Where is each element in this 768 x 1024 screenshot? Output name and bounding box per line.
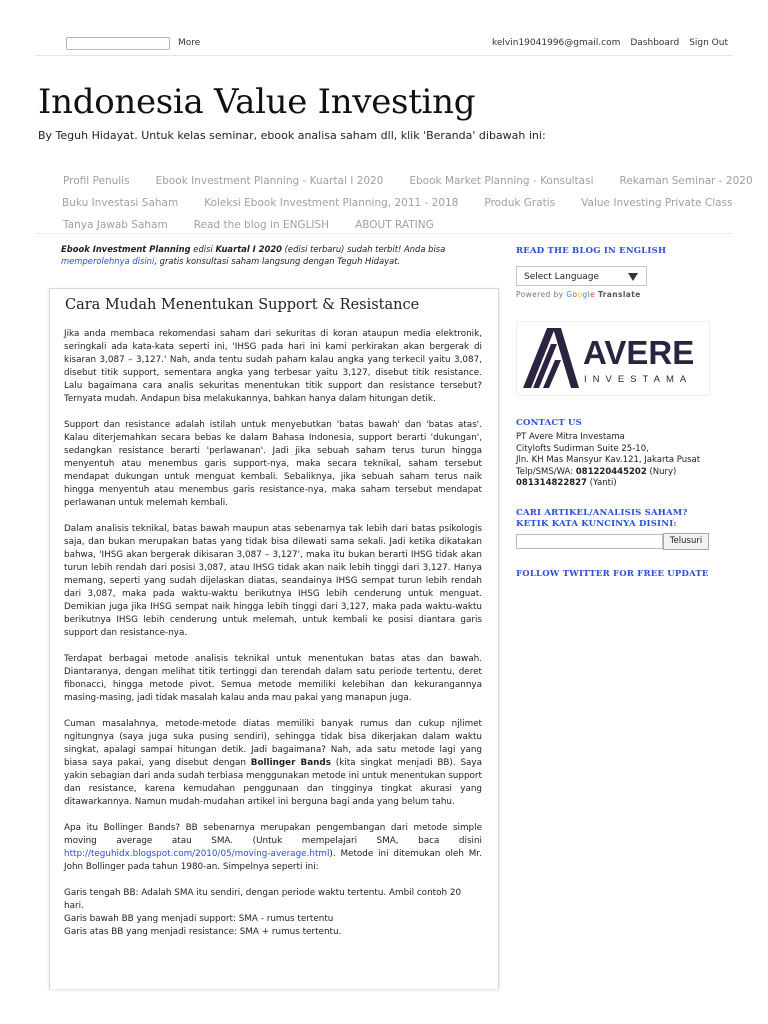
sign-out-link[interactable]: Sign Out [689, 38, 728, 48]
language-select[interactable] [516, 266, 647, 286]
google-logo[interactable] [566, 290, 595, 299]
post-title[interactable]: Cara Mudah Menentukan Support & Resistance [65, 297, 420, 313]
tab-produk-gratis[interactable]: Produk Gratis [484, 197, 556, 209]
contact-address-2: Jln. KH Mas Mansyur Kav.121, Jakarta Pusat [516, 455, 701, 466]
blog-description: By Teguh Hidayat. Untuk kelas seminar, ebook analisa saham dll, klik 'Beranda' dibawah ini: [38, 129, 546, 142]
post-card [49, 288, 499, 989]
contact-phone-number: 081220445202 [575, 466, 647, 477]
contact-address-1: Citylofts Sudirman Suite 25-10, [516, 443, 649, 454]
page-tabs-row-1 [63, 170, 753, 192]
google-letter: e [590, 290, 596, 299]
post-paragraph: Support dan resistance adalah istilah untuk menyebutkan 'batas bawah' dan 'batas atas'. Kalau diterjemahkan secara bebas ke dalam Bahasa Indonesia, support berarti 'dukungan', sedangkan resistance berarti 'perlawanan'. Jadi jika sebuah saham terus turun hingga menyentuh atau menembus garis support-nya, maka secara teknikal, saham tersebut mendapat dukungan untuk menguat kembali. Sebaliknya, jika sebuah saham terus naik hingga menyentuh atau menembus garis resistance-nya, maka saham tersebut mendapat perlawanan untuk melemah kembali. [64, 420, 482, 508]
tab-ebook-investment-planning[interactable]: Ebook Investment Planning - Kuartal I 2020 [155, 175, 384, 187]
dropdown-arrow-icon [628, 273, 638, 281]
post-text: Apa itu Bollinger Bands? BB sebenarnya merupakan pengembangan dari metode simple moving average atau SMA. (Untuk mempelajari SMA, baca disini [64, 823, 482, 846]
contact-phone-person: (Yanti) [586, 478, 617, 489]
sidebar [516, 246, 736, 579]
notice-text: edisi [190, 244, 216, 254]
google-letter: o [572, 290, 578, 299]
search-heading: CARI ARTIKEL/ANALISIS SAHAM? KETIK KATA KUNCINYA DISINI: [516, 508, 688, 529]
logo-sub-text: INVESTAMA [584, 374, 693, 385]
contact-phone-label: Telp/SMS/WA: [516, 466, 576, 477]
avere-investama-logo[interactable] [516, 321, 710, 396]
page-tabs-row-2 [62, 192, 733, 214]
contact-info [516, 432, 700, 490]
notice-text: (edisi terbaru) sudah terbit! Anda bisa [282, 244, 446, 254]
notice-ebook-name: Ebook Investment Planning [61, 244, 191, 254]
contact-heading: CONTACT US [516, 418, 582, 428]
tab-koleksi-ebook[interactable]: Koleksi Ebook Investment Planning, 2011 - 2018 [204, 197, 459, 209]
google-letter: o [577, 290, 583, 299]
powered-by-text: Powered by [516, 290, 564, 299]
google-letter: g [582, 290, 588, 299]
announcement [61, 243, 476, 267]
page-tabs [62, 170, 753, 236]
navbar-user-links [492, 38, 728, 48]
tab-ebook-market-planning[interactable]: Ebook Market Planning - Konsultasi [409, 175, 594, 187]
language-select-value: Select Language [524, 272, 600, 282]
dashboard-link[interactable]: Dashboard [630, 38, 680, 48]
user-email[interactable]: kelvin19041996@gmail.com [492, 38, 621, 48]
search-button[interactable]: Telusuri [663, 533, 709, 550]
search-input[interactable] [516, 534, 663, 549]
contact-phone-number: 081314822827 [516, 478, 587, 489]
navbar-search-input[interactable] [66, 37, 170, 50]
post-paragraph [64, 718, 482, 809]
twitter-heading: FOLLOW TWITTER FOR FREE UPDATE [516, 569, 709, 579]
notice-text: , gratis konsultasi saham langsung dengan Teguh Hidayat. [154, 256, 401, 266]
post-paragraph [64, 822, 482, 874]
post-text: (kita singkat menjadi BB). Saya yakin sebagian dari anda sudah terbiasa menggunakan metode ini untuk menentukan support dan resistance, karena kemudahan penggunaan dan tingginya tingkat akurasi yang ditawarkannya. Namun mudah-mudahan artikel ini berguna bagi anda yang belum tahu. [64, 758, 483, 807]
post-paragraph: Dalam analisis teknikal, batas bawah maupun atas sebenarnya tak lebih dari batas psikologis saja, dan bukan merupakan batas yang tidak bisa dilewati sama sekali. Jadi ketika dikatakan bahwa, 'IHSG akan bergerak dikisaran 3,087 – 3,127', maka itu bukan berarti IHSG tidak akan turun lebih rendah dari posisi 3,087, atau IHSG tidak akan naik lebih tinggi dari 3,127. Hanya memang, seperti yang sudah dijelaskan diatas, seandainya IHSG sempat turun lebih rendah dari 3,087, maka pada waktu-waktu berikutnya IHSG lebih cenderung untuk menguat. Demikian juga jika IHSG sempat naik hingga lebih tinggi dari 3,127, maka pada waktu-waktu berikutnya IHSG lebih cenderung untuk melemah, untuk kembali ke posisi diantara garis support dan resistance-nya. [64, 524, 482, 638]
post-paragraph: Terdapat berbagai metode analisis teknikal untuk menentukan batas atas dan bawah. Diantaranya, dengan melihat titik tertinggi dan terendah dalam satu periode tertentu, deret fibonacci, hingga metode pivot. Semua metode memiliki kelebihan dan kekurangannya masing-masing, jadi tidak masalah kalau anda mau pakai yang manapun juga. [64, 654, 482, 703]
contact-phone-1 [516, 467, 700, 479]
logo-main-text: AVERE [583, 334, 695, 371]
post-paragraph: Jika anda membaca rekomendasi saham dari sekuritas di koran ataupun media elektronik, seringkali ada kata-kata seperti ini, 'IHSG pada hari ini kami perkirakan akan bergerak di kisaran 3,087 – 3,127.' Nah, anda tentu sudah paham kalau angka yang terkecil yaitu 3,087, disebut titik support, sementara angka yang terbesar yaitu 3,127, disebut titik resistance. Lalu bagaimana cara analis sekuritas menentukan titik support dan resistance tersebut? Ternyata mudah. Andapun bisa melakukannya, bahkan hanya dalam hitungan detik. [64, 329, 482, 404]
contact-phone-2 [516, 478, 700, 490]
translate-link[interactable]: Translate [597, 290, 641, 299]
post-body [64, 328, 482, 939]
moving-average-link[interactable]: http://teguhidx.blogspot.com/2010/05/moving-average.html [64, 849, 330, 859]
tab-tanya-jawab[interactable]: Tanya Jawab Saham [63, 219, 168, 231]
notice-link[interactable]: memperolehnya disini [61, 256, 155, 266]
post-bold-text: Bollinger Bands [250, 758, 331, 768]
bb-line-3: Garis atas BB yang menjadi resistance: SMA + rumus tertentu. [64, 927, 342, 937]
header-divider [35, 233, 733, 234]
tab-english[interactable]: Read the blog in ENGLISH [193, 219, 330, 231]
blog-english-heading: READ THE BLOG IN ENGLISH [516, 246, 667, 256]
more-link[interactable]: More [178, 38, 201, 48]
tab-private-class[interactable]: Value Investing Private Class [581, 197, 733, 209]
avere-logo-graphic [517, 322, 709, 395]
blog-title[interactable]: Indonesia Value Investing [38, 82, 476, 122]
tab-rekaman-seminar[interactable]: Rekaman Seminar - 2020 [619, 175, 753, 187]
post-text: ). Metode ini ditemukan oleh Mr. John Bollinger pada tahun 1980-an. Simpelnya seperti ini: [64, 849, 482, 872]
google-letter: G [566, 290, 573, 299]
bb-line-2: Garis bawah BB yang menjadi support: SMA - rumus tertentu [64, 914, 334, 924]
notice-edition: Kuartal I 2020 [215, 244, 282, 254]
top-navbar [35, 33, 733, 56]
contact-company: PT Avere Mitra Investama [516, 432, 625, 442]
contact-phone-person: (Nury) [646, 466, 677, 477]
avere-mark-icon [523, 328, 579, 388]
bb-line-1: Garis tengah BB: Adalah SMA itu sendiri, dengan periode waktu tertentu. Ambil contoh 20 hari. [64, 888, 462, 911]
tab-buku-investasi[interactable]: Buku Investasi Saham [62, 197, 179, 209]
post-text: Cuman masalahnya, metode-metode diatas memiliki banyak rumus dan cukup njlimet ngitungnya (saya juga suka pusing sendiri), sehingga tidak bisa dikerjakan dalam waktu singkat, apalagi sampai hitungan detik. Jadi bagaimana? Nah, ada satu metode lagi yang biasa saya pakai, yang disebut dengan [64, 719, 482, 768]
tab-profil-penulis[interactable]: Profil Penulis [63, 175, 130, 187]
google-letter: l [587, 290, 591, 299]
powered-by-google-translate [516, 290, 641, 299]
tab-about-rating[interactable]: ABOUT RATING [355, 219, 434, 231]
